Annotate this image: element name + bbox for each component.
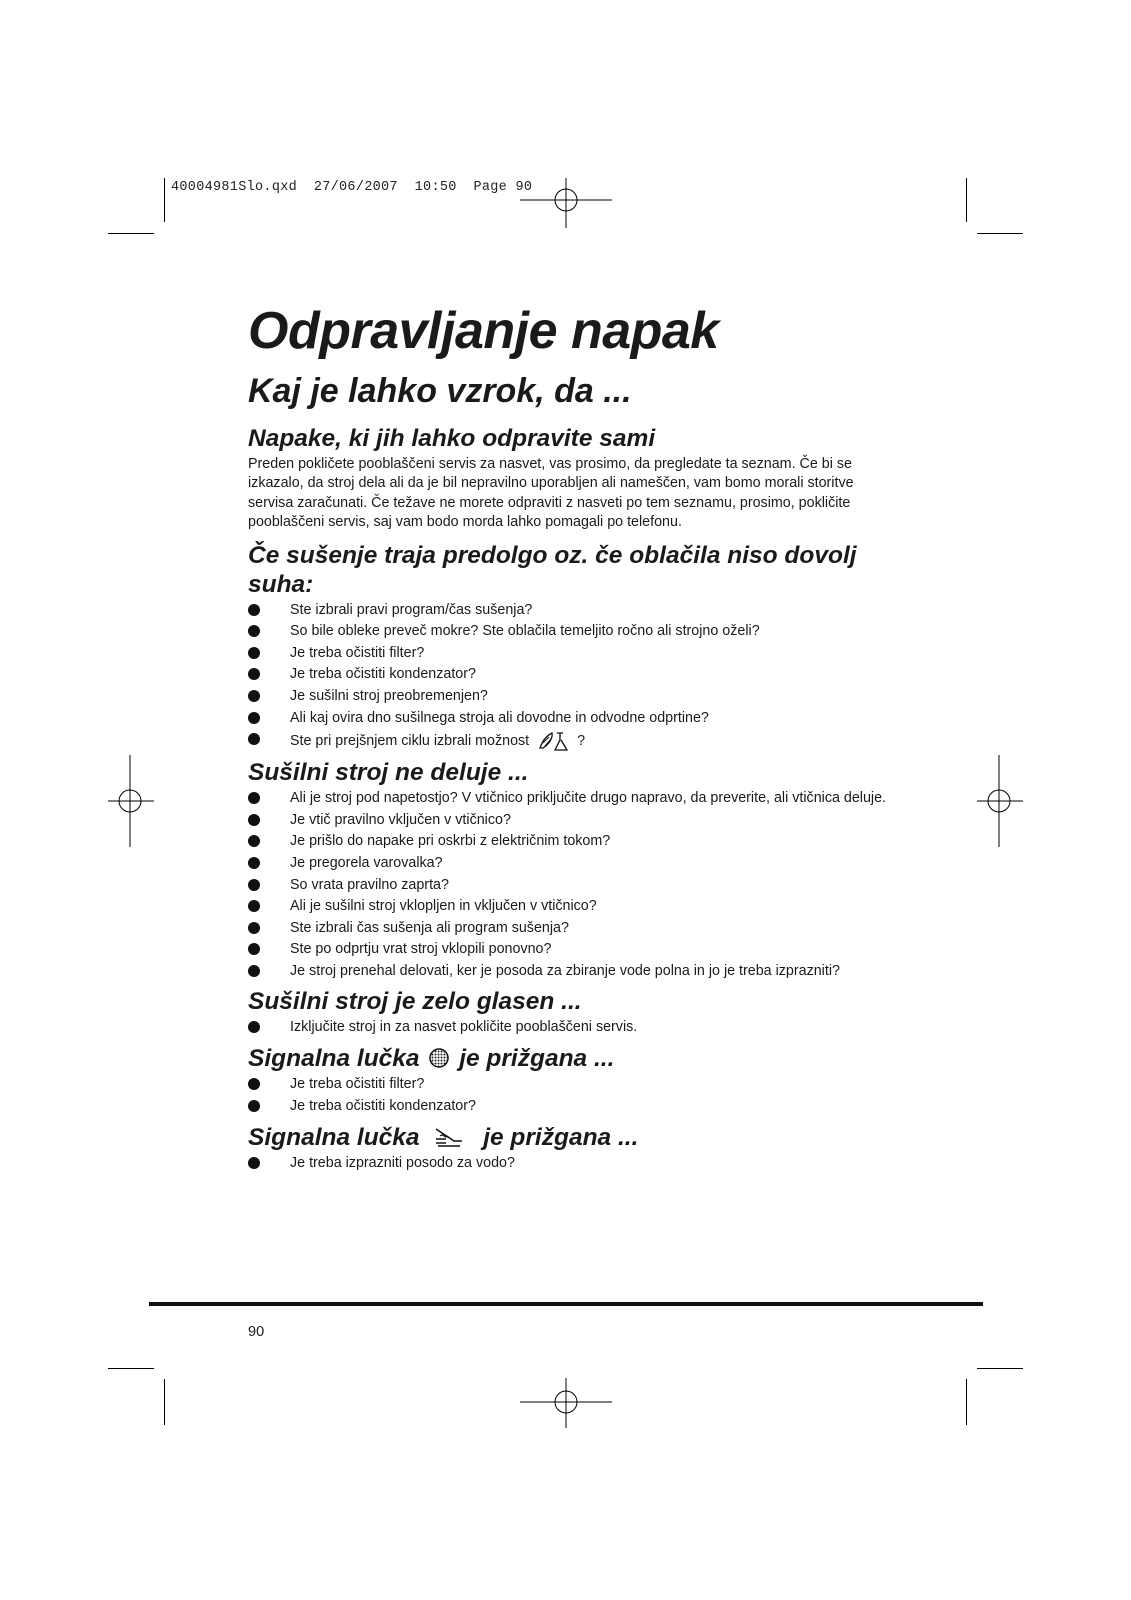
registration-mark-top: [520, 178, 612, 228]
list-item: Je pregorela varovalka?: [248, 854, 898, 873]
list-item: Ali kaj ovira dno sušilnega stroja ali dovodne in odvodne odprtine?: [248, 709, 898, 728]
bullet-list: [248, 1154, 898, 1173]
list-item: Je vtič pravilno vključen v vtičnico?: [248, 811, 898, 830]
bullet-icon: [248, 879, 260, 891]
bullet-icon: [248, 647, 260, 659]
print-slug: 40004981Slo.qxd 27/06/2007 10:50 Page 90: [171, 180, 533, 195]
filter-indicator-icon: [428, 1047, 450, 1069]
list-item: Ste po odprtju vrat stroj vklopili ponovno?: [248, 940, 898, 959]
list-item: Je sušilni stroj preobremenjen?: [248, 687, 898, 706]
bullet-icon: [248, 712, 260, 724]
bullet-icon: [248, 792, 260, 804]
bullet-icon: [248, 943, 260, 955]
footer-rule: [149, 1302, 983, 1306]
section-heading: Signalna lučka je prižgana ...: [248, 1124, 639, 1152]
page-title: Odpravljanje napak: [248, 302, 719, 360]
bullet-icon: [248, 1157, 260, 1169]
bullet-icon: [248, 835, 260, 847]
list-item: Je treba očistiti filter?: [248, 1075, 898, 1094]
page-content: [248, 300, 898, 1176]
bullet-list: [248, 1075, 898, 1115]
list-item: Je treba očistiti kondenzator?: [248, 665, 898, 684]
list-item: Ste pri prejšnjem ciklu izbrali možnost ?: [248, 730, 898, 752]
bullet-icon: [248, 900, 260, 912]
bullet-icon: [248, 625, 260, 637]
page-subtitle: Kaj je lahko vzrok, da ...: [248, 372, 632, 410]
list-item: Je stroj prenehal delovati, ker je posoda za zbiranje vode polna in jo je treba izprazniti?: [248, 962, 898, 981]
page-number: 90: [248, 1324, 265, 1340]
list-item: Ali je stroj pod napetostjo? V vtičnico priključite drugo napravo, da preverite, ali vtičnica deluje.: [248, 789, 898, 808]
bullet-icon: [248, 965, 260, 977]
water-container-icon: [432, 1125, 466, 1149]
bullet-icon: [248, 1078, 260, 1090]
section-heading: Sušilni stroj ne deluje ...: [248, 759, 529, 787]
bullet-icon: [248, 604, 260, 616]
bullet-icon: [248, 922, 260, 934]
intro-heading: Napake, ki jih lahko odpravite sami: [248, 425, 656, 452]
bullet-icon: [248, 814, 260, 826]
bullet-icon: [248, 1100, 260, 1112]
list-item: Je prišlo do napake pri oskrbi z električnim tokom?: [248, 832, 898, 851]
bullet-icon: [248, 668, 260, 680]
registration-mark-left: [108, 755, 154, 847]
bullet-icon: [248, 733, 260, 745]
list-item: Je treba očistiti kondenzator?: [248, 1097, 898, 1116]
bullet-list: [248, 601, 898, 753]
list-item: Ste izbrali pravi program/čas sušenja?: [248, 601, 898, 620]
registration-mark-right: [977, 755, 1023, 847]
list-item: Je treba izprazniti posodo za vodo?: [248, 1154, 898, 1173]
registration-mark-bottom: [520, 1378, 612, 1428]
list-item: Ali je sušilni stroj vklopljen in vključen v vtičnico?: [248, 897, 898, 916]
list-item: So vrata pravilno zaprta?: [248, 876, 898, 895]
bullet-list: [248, 1018, 898, 1037]
section-heading: Če sušenje traja predolgo oz. če oblačila niso dovolj suha:: [248, 541, 857, 598]
easy-iron-option-icon: [537, 730, 575, 752]
bullet-icon: [248, 690, 260, 702]
list-item: Ste izbrali čas sušenja ali program sušenja?: [248, 919, 898, 938]
list-item: Je treba očistiti filter?: [248, 644, 898, 663]
section-heading: Signalna lučka je prižgana ...: [248, 1045, 615, 1073]
list-item: So bile obleke preveč mokre? Ste oblačila temeljito ročno ali strojno oželi?: [248, 622, 898, 641]
bullet-icon: [248, 1021, 260, 1033]
section-heading: Sušilni stroj je zelo glasen ...: [248, 987, 582, 1015]
bullet-list: [248, 789, 898, 980]
intro-text: Preden pokličete pooblaščeni servis za nasvet, vas prosimo, da pregledate ta seznam. Če bi se izkazalo, da stroj dela ali da je bil nepravilno uporabljen ali nameščen, vam bomo morali storitve servisa zaračunati. Če težave ne morete odpraviti z nasveti po tem seznamu, prosimo, pokličite pooblaščeni servis, saj vam bodo morda lahko pomagali po telefonu.: [248, 456, 854, 531]
list-item: Izključite stroj in za nasvet pokličite pooblaščeni servis.: [248, 1018, 898, 1037]
bullet-icon: [248, 857, 260, 869]
